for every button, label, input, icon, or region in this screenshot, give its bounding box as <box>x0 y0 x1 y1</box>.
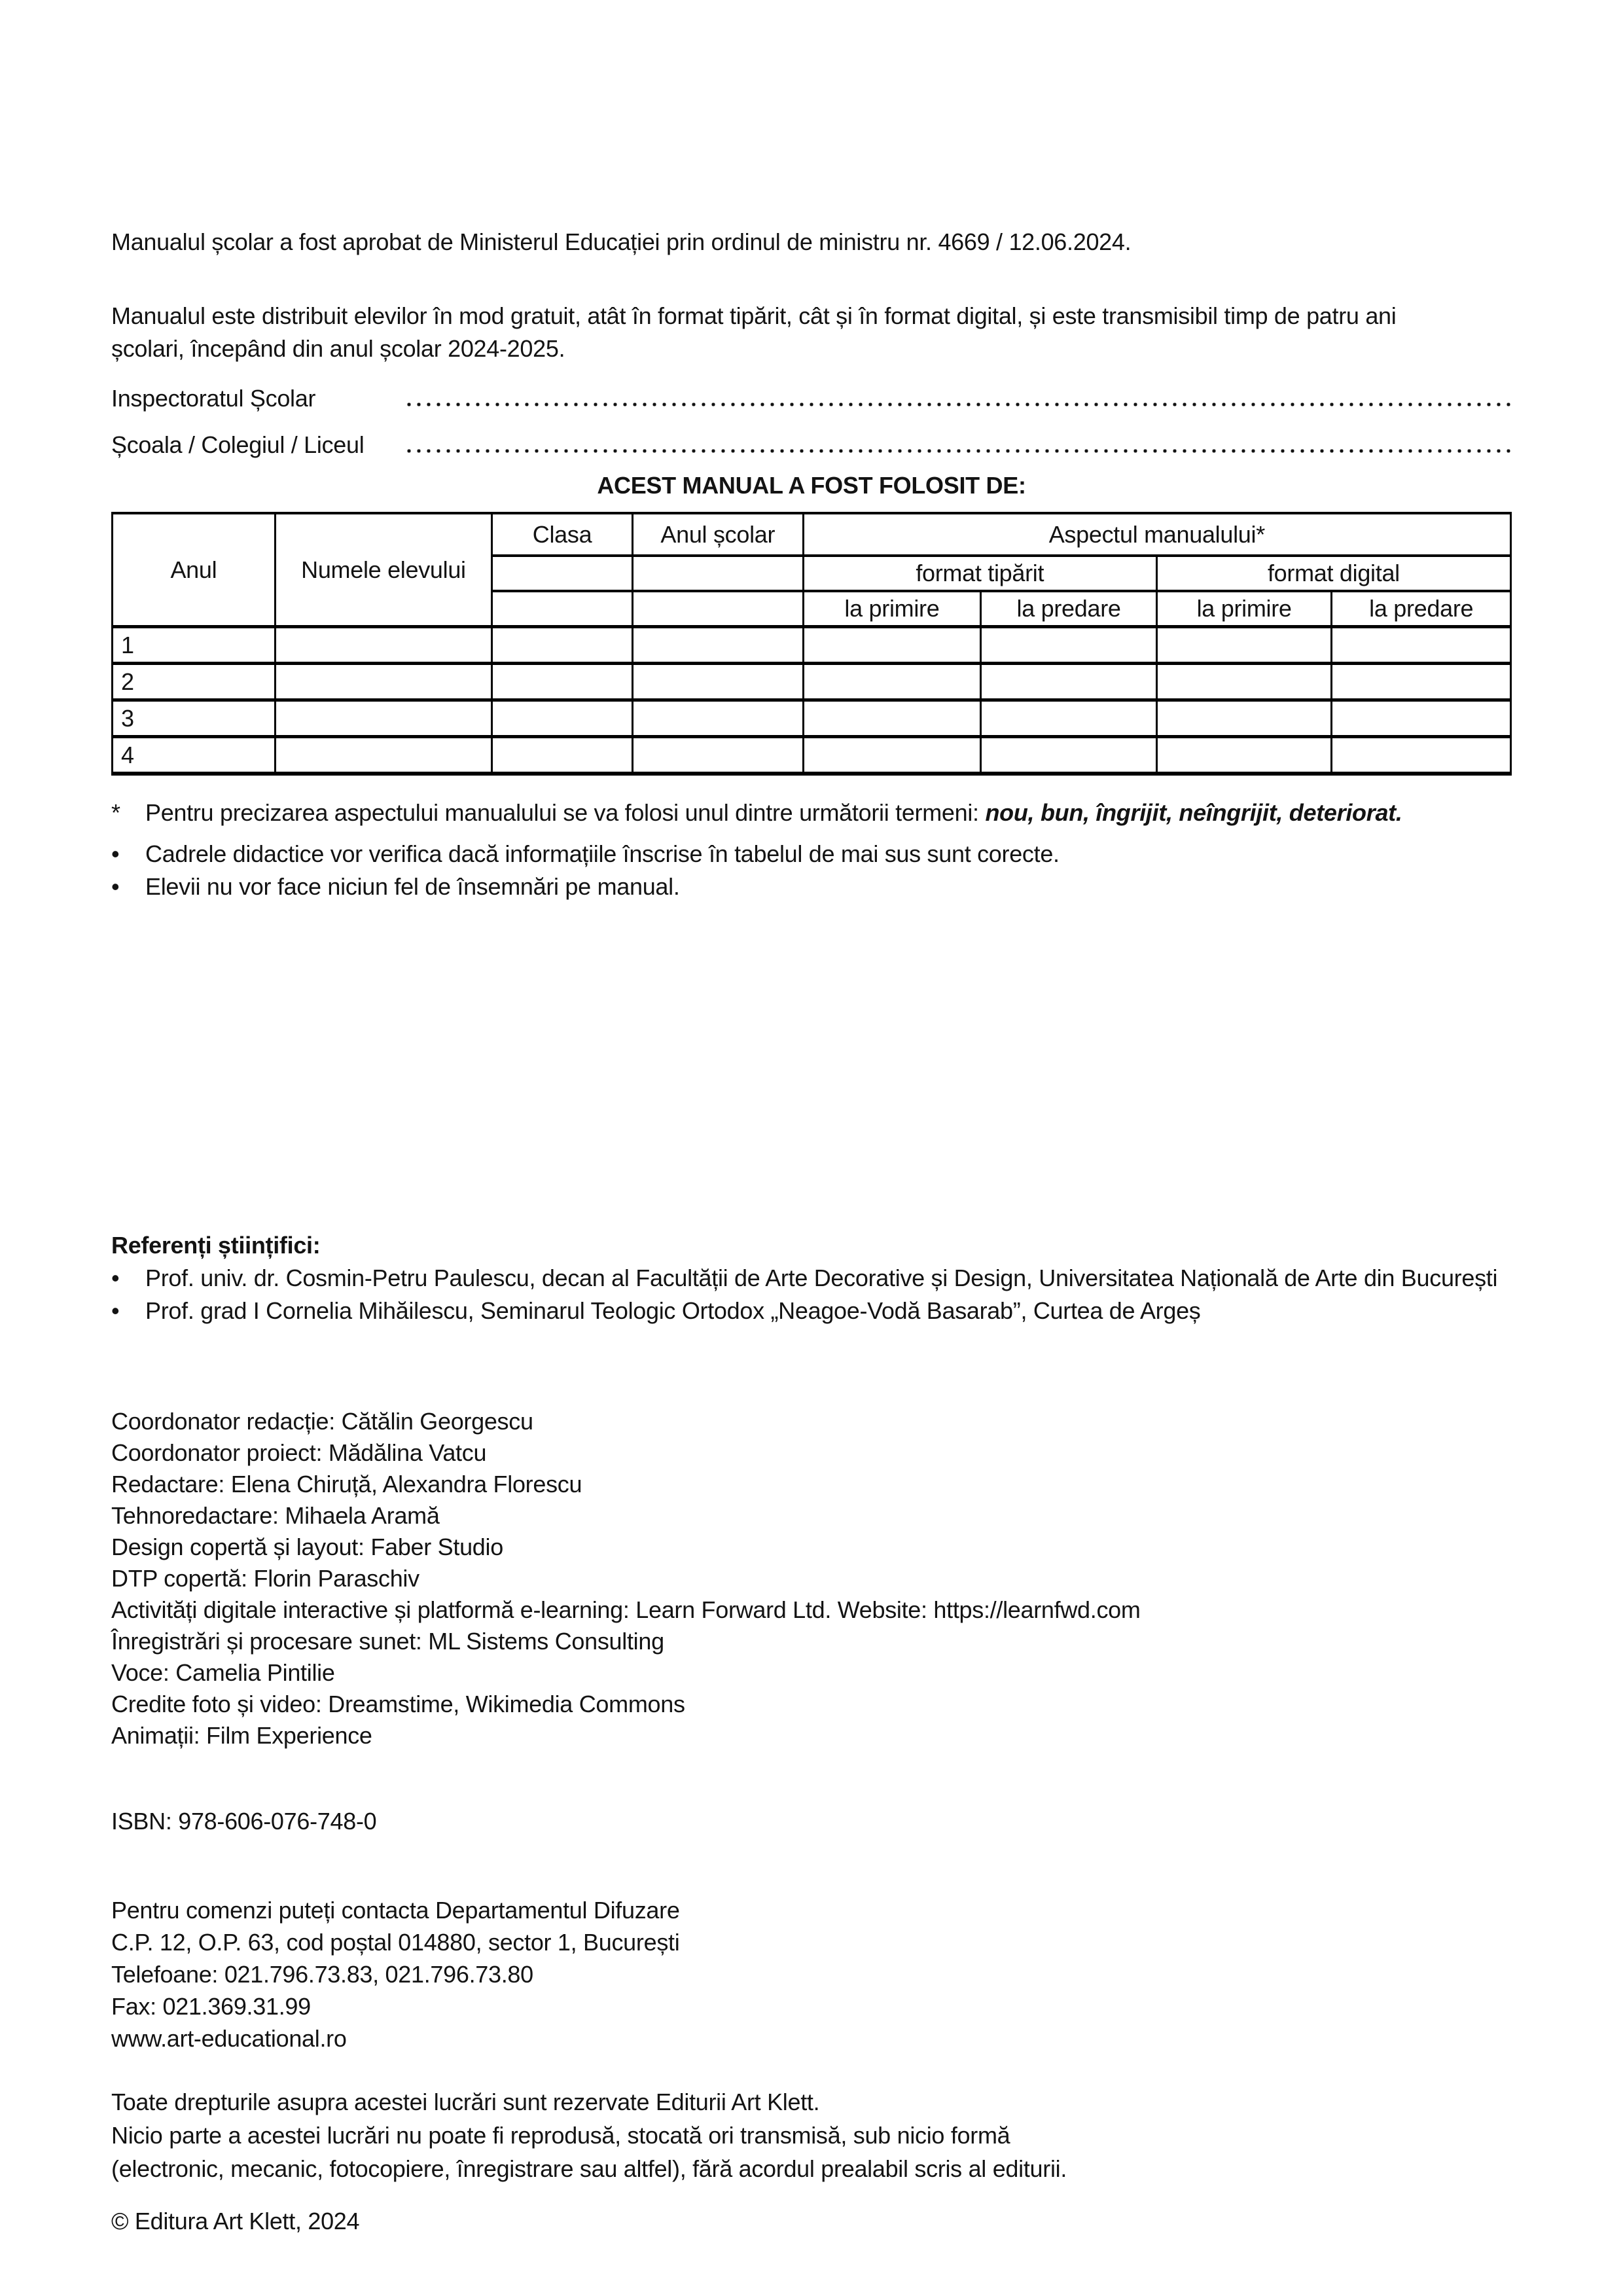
empty-cell <box>803 627 981 664</box>
referent-name: Prof. grad I Cornelia Mihăilescu, Seminarul Teologic Ortodox „Neagoe-Vodă Basarab”, Curtea de Argeș <box>145 1297 1201 1324</box>
empty-cell <box>632 737 803 774</box>
empty-cell <box>632 627 803 664</box>
empty-cell <box>803 700 981 737</box>
empty-cell <box>632 664 803 700</box>
rights-line: Toate drepturile asupra acestei lucrări sunt rezervate Editurii Art Klett. <box>111 2089 820 2115</box>
col-header-la-primire-digital: la primire <box>1156 591 1332 627</box>
credits-block <box>111 1406 1512 1751</box>
bullet-icon: • <box>111 1265 120 1291</box>
row-number: 2 <box>113 664 276 700</box>
empty-cell <box>492 737 633 774</box>
table-row <box>113 700 1511 737</box>
credit-line: Voce: Camelia Pintilie <box>111 1659 335 1686</box>
distribution-line-1: Manualul este distribuit elevilor în mod gratuit, atât în format tipărit, cât și în format digital, și este transmisibil timp de patru ani <box>111 302 1397 329</box>
col-header-aspectul-manualului: Aspectul manualului* <box>803 513 1510 556</box>
school-fill-line <box>406 429 1512 461</box>
empty-cell <box>632 591 803 627</box>
empty-cell <box>275 700 491 737</box>
credit-line: Coordonator proiect: Mădălina Vatcu <box>111 1439 487 1466</box>
rule-bullet-text: Cadrele didactice vor verifica dacă informațiile înscrise în tabelul de mai sus sunt corecte. <box>145 840 1060 867</box>
empty-cell <box>981 627 1157 664</box>
asterisk-note-text <box>145 797 1512 829</box>
col-header-la-predare-tiparit: la predare <box>981 591 1157 627</box>
empty-cell <box>275 664 491 700</box>
empty-cell <box>492 627 633 664</box>
empty-cell <box>1332 627 1511 664</box>
rights-line: Nicio parte a acestei lucrări nu poate fi reprodusă, stocată ori transmisă, sub nicio formă <box>111 2122 1010 2149</box>
empty-cell <box>1156 700 1332 737</box>
rights-block <box>111 2085 1512 2185</box>
asterisk-note <box>111 797 1512 829</box>
empty-cell <box>981 737 1157 774</box>
isbn: ISBN: 978-606-076-748-0 <box>111 1808 377 1835</box>
referents-heading: Referenți științifici: <box>111 1232 321 1259</box>
empty-cell <box>1156 664 1332 700</box>
rule-bullet-text: Elevii nu vor face niciun fel de însemnări pe manual. <box>145 873 680 900</box>
col-header-anul: Anul <box>113 513 276 627</box>
approval-note: Manualul școlar a fost aprobat de Ministerul Educației prin ordinul de ministru nr. 4669 / 12.06.2024. <box>111 228 1132 255</box>
distribution-line-2: școlari, începând din anul școlar 2024-2025. <box>111 335 565 362</box>
col-header-la-predare-digital: la predare <box>1332 591 1511 627</box>
credit-line: Redactare: Elena Chiruță, Alexandra Florescu <box>111 1471 582 1498</box>
empty-cell <box>492 591 633 627</box>
credit-line: DTP copertă: Florin Paraschiv <box>111 1565 419 1592</box>
credit-line: Credite foto și video: Dreamstime, Wikimedia Commons <box>111 1691 685 1717</box>
contact-block <box>111 1894 1512 2054</box>
referent-bullet <box>111 1262 1512 1295</box>
referent-name: Prof. univ. dr. Cosmin-Petru Paulescu, decan al Facultății de Arte Decorative și Design, Universitatea Națională de Arte din București <box>145 1265 1498 1291</box>
inspectorate-row <box>111 382 1512 415</box>
credit-line: Activități digitale interactive și platformă e-learning: Learn Forward Ltd. Website: https://learnfwd.com <box>111 1596 1141 1623</box>
referent-bullet <box>111 1295 1512 1327</box>
copyright: © Editura Art Klett, 2024 <box>111 2208 360 2234</box>
credit-line: Tehnoredactare: Mihaela Aramă <box>111 1502 440 1529</box>
empty-cell <box>803 664 981 700</box>
distribution-note <box>111 300 1512 365</box>
empty-cell <box>275 737 491 774</box>
col-header-anul-scolar: Anul școlar <box>632 513 803 556</box>
school-row <box>111 429 1512 461</box>
usage-table-title: ACEST MANUAL A FOST FOLOSIT DE: <box>597 472 1026 499</box>
contact-line: Pentru comenzi puteți contacta Departamentul Difuzare <box>111 1897 680 1924</box>
empty-cell <box>981 664 1157 700</box>
table-row <box>113 664 1511 700</box>
school-label: Școala / Colegiul / Liceul <box>111 431 365 458</box>
empty-cell <box>492 700 633 737</box>
credit-line: Design copertă și layout: Faber Studio <box>111 1534 503 1560</box>
empty-cell <box>1332 737 1511 774</box>
empty-cell <box>981 700 1157 737</box>
row-number: 4 <box>113 737 276 774</box>
contact-line: C.P. 12, O.P. 63, cod poștal 014880, sector 1, București <box>111 1929 680 1956</box>
credit-line: Coordonator redacție: Cătălin Georgescu <box>111 1408 533 1435</box>
col-header-numele-elevului: Numele elevului <box>275 513 491 627</box>
asterisk-note-terms: nou, bun, îngrijit, neîngrijit, deteriorat. <box>985 799 1402 826</box>
bullet-icon: • <box>111 873 120 900</box>
table-row <box>113 627 1511 664</box>
contact-line: Telefoane: 021.796.73.83, 021.796.73.80 <box>111 1961 533 1988</box>
col-header-format-tiparit: format tipărit <box>803 556 1156 591</box>
credit-line: Animații: Film Experience <box>111 1722 372 1749</box>
rule-bullet <box>111 838 1512 870</box>
usage-table <box>111 512 1512 776</box>
empty-cell <box>803 737 981 774</box>
empty-cell <box>275 627 491 664</box>
empty-cell <box>632 700 803 737</box>
inspectorate-label: Inspectoratul Școlar <box>111 385 316 412</box>
asterisk-note-body: Pentru precizarea aspectului manualului se va folosi unul dintre următorii termeni: <box>145 799 986 826</box>
empty-cell <box>632 556 803 591</box>
website-link: www.art-educational.ro <box>111 2025 347 2052</box>
rule-bullet <box>111 870 1512 903</box>
credit-line: Înregistrări și procesare sunet: ML Sistems Consulting <box>111 1628 664 1655</box>
empty-cell <box>492 556 633 591</box>
empty-cell <box>1332 664 1511 700</box>
header-row-1 <box>113 513 1511 556</box>
table-row <box>113 737 1511 774</box>
row-number: 3 <box>113 700 276 737</box>
row-number: 1 <box>113 627 276 664</box>
empty-cell <box>1156 627 1332 664</box>
empty-cell <box>1156 737 1332 774</box>
empty-cell <box>492 664 633 700</box>
col-header-clasa: Clasa <box>492 513 633 556</box>
rights-line: (electronic, mecanic, fotocopiere, înregistrare sau altfel), fără acordul prealabil scris al editurii. <box>111 2155 1067 2182</box>
bullet-icon: • <box>111 840 120 867</box>
contact-line: Fax: 021.369.31.99 <box>111 1993 311 2020</box>
col-header-la-primire-tiparit: la primire <box>803 591 981 627</box>
bullet-icon: • <box>111 1297 120 1324</box>
asterisk-marker: * <box>111 799 120 826</box>
empty-cell <box>1332 700 1511 737</box>
inspectorate-fill-line <box>406 382 1512 415</box>
col-header-format-digital: format digital <box>1156 556 1510 591</box>
